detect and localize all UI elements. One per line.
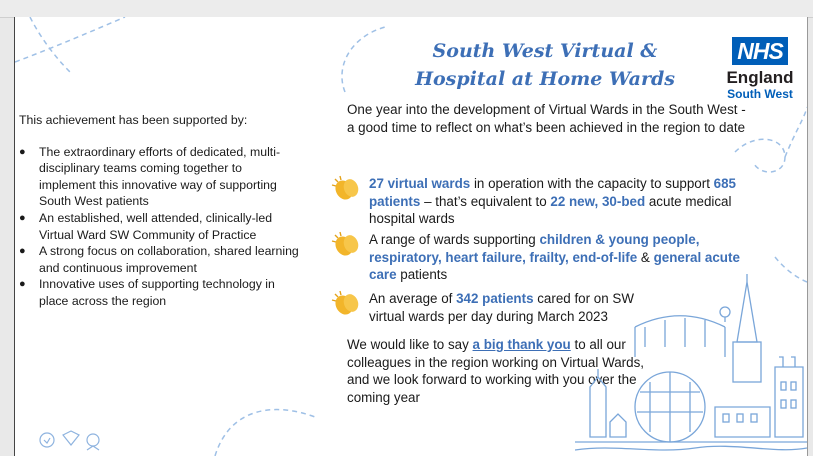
title-line-2: Hospital at Home Wards bbox=[415, 68, 675, 90]
intro-paragraph: One year into the development of Virtual Wards in the South West - a good time to reflect on what’s been achieved in the region to date bbox=[347, 102, 746, 135]
support-heading: This achievement has been supported by: bbox=[19, 113, 248, 127]
achievement-point-wards: 27 virtual wards in operation with the capacity to support 685 patients – that’s equivalent to 22 new, 30-bed acute medical hospital wards bbox=[331, 175, 751, 228]
logo-region-name: South West bbox=[727, 87, 793, 101]
support-section bbox=[19, 112, 299, 310]
document-top-band bbox=[0, 0, 813, 18]
list-item: ● An established, well attended, clinically-led Virtual Ward SW Community of Practice bbox=[19, 210, 273, 242]
list-item: ● Innovative uses of supporting technology in place across the region bbox=[19, 277, 275, 308]
nhs-england-logo bbox=[720, 37, 800, 101]
clapping-hands-icon bbox=[331, 231, 363, 257]
thank-you-highlight: a big thank you bbox=[472, 337, 571, 352]
bullet-icon: ● bbox=[19, 245, 26, 258]
clapping-hands-icon bbox=[331, 290, 363, 316]
thank-you-paragraph: We would like to say a big thank you to all our colleagues in the region working on Virtual Wards, and we look forward to working with you over the coming year bbox=[347, 337, 644, 405]
logo-org-name: England bbox=[726, 68, 794, 87]
list-item: ● The extraordinary efforts of dedicated, multi-disciplinary teams coming together to implement this innovative way of supporting South West patients bbox=[19, 144, 281, 209]
achievement-point-average: An average of 342 patients cared for on SW virtual wards per day during March 2023 bbox=[331, 290, 751, 325]
list-item: ● A strong focus on collaboration, shared learning and continuous improvement bbox=[19, 244, 299, 275]
clapping-hands-icon bbox=[331, 175, 363, 201]
landmark-illustration bbox=[575, 272, 807, 456]
title-line-1: South West Virtual & bbox=[432, 40, 658, 62]
achievement-point-ward-types: A range of wards supporting children & young people, respiratory, heart failure, frailty, end-of-life & general acute care patients bbox=[331, 231, 751, 284]
page-title bbox=[395, 37, 695, 93]
bullet-icon: ● bbox=[19, 145, 26, 158]
support-list bbox=[19, 144, 299, 310]
doodle-icons bbox=[40, 431, 99, 450]
bullet-icon: ● bbox=[19, 278, 26, 291]
slide bbox=[14, 17, 808, 456]
bullet-icon: ● bbox=[19, 211, 26, 224]
nhs-logo-mark: NHS bbox=[732, 37, 788, 65]
